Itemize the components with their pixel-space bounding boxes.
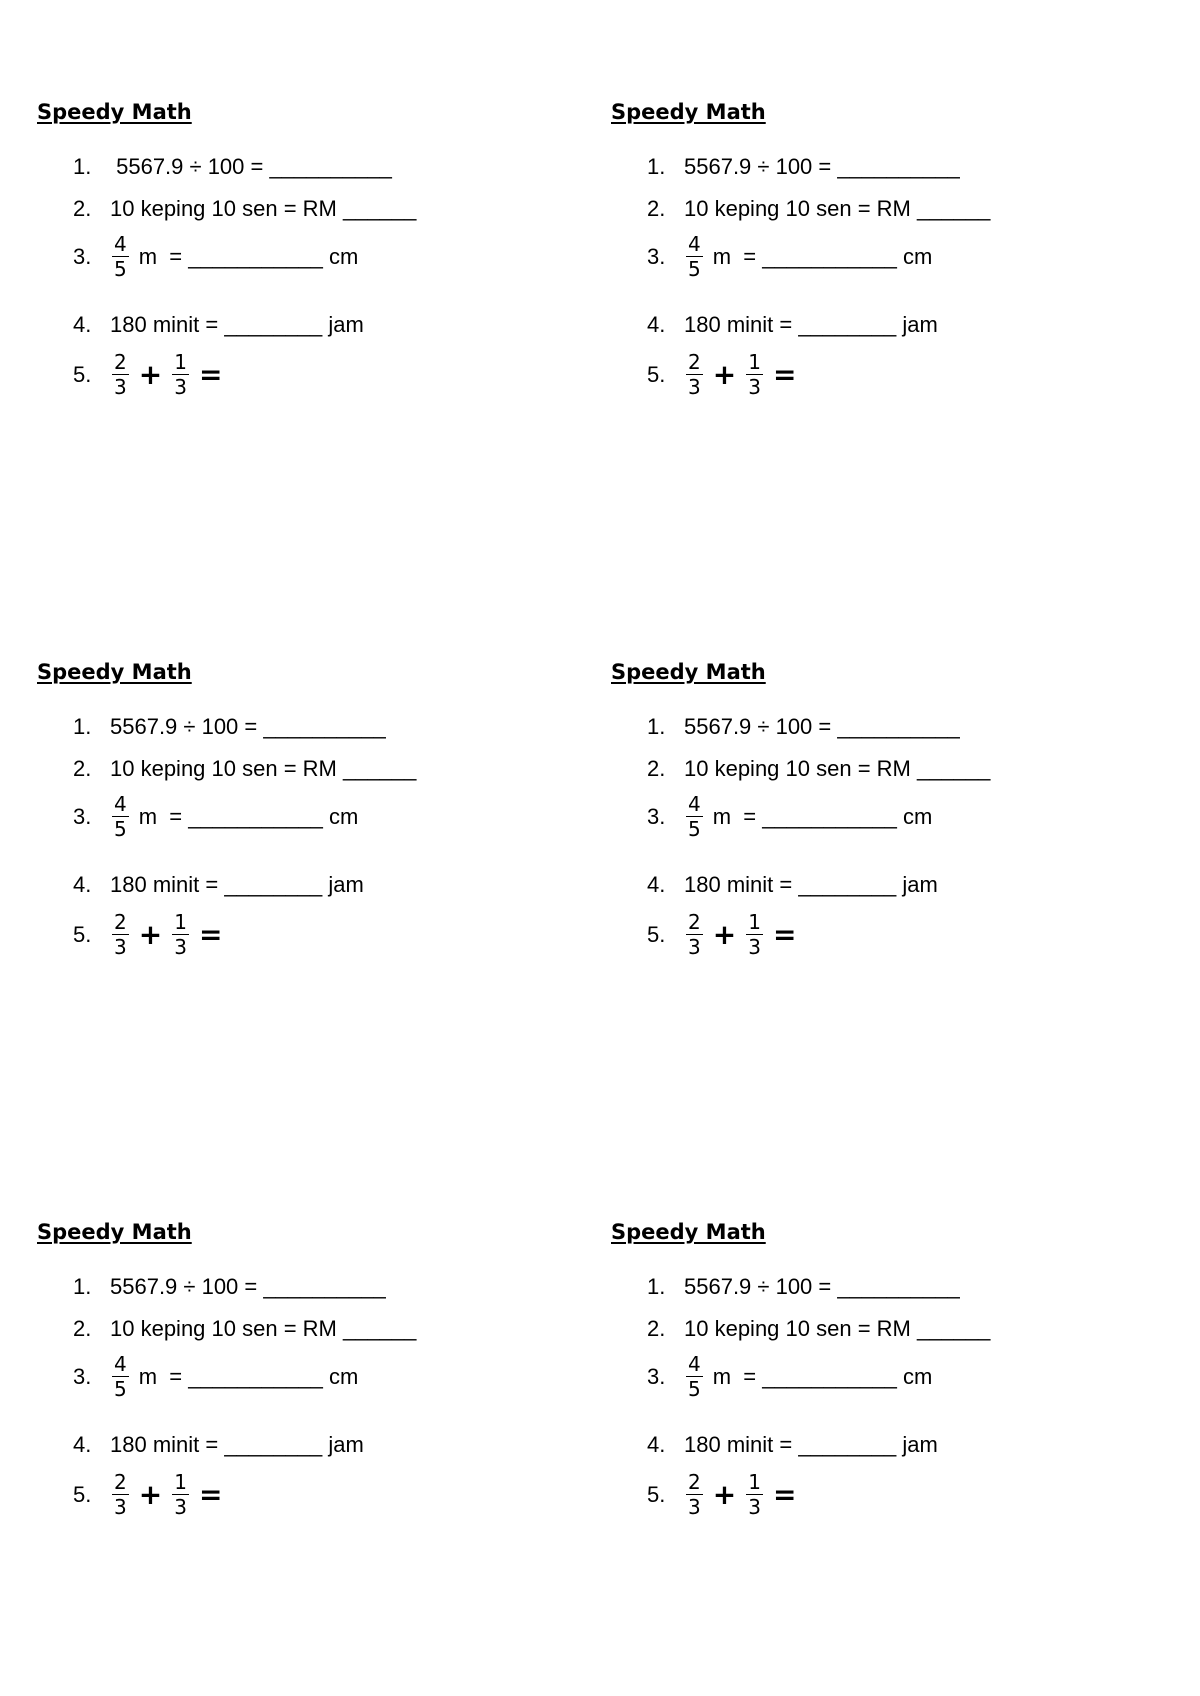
fraction-denominator: 3 bbox=[174, 1495, 187, 1519]
question-text: 5567.9 ÷ 100 = __________ bbox=[684, 714, 960, 739]
question-number: 5. bbox=[73, 1481, 92, 1507]
question-number: 4. bbox=[647, 312, 666, 337]
fraction-denominator: 3 bbox=[114, 375, 127, 399]
question-text: 180 minit = ________ jam bbox=[684, 1432, 938, 1457]
fraction bbox=[686, 1472, 703, 1517]
fraction-numerator: 4 bbox=[688, 1352, 701, 1376]
fraction-numerator: 2 bbox=[114, 910, 127, 934]
question-4 bbox=[647, 1432, 938, 1458]
fraction-numerator: 4 bbox=[114, 232, 127, 256]
fraction-numerator: 2 bbox=[114, 1470, 127, 1494]
worksheet-card-3 bbox=[37, 660, 517, 1020]
question-text: 10 keping 10 sen = RM ______ bbox=[684, 196, 991, 221]
fraction-denominator: 5 bbox=[688, 1377, 701, 1401]
fraction-numerator: 4 bbox=[688, 792, 701, 816]
question-number: 1. bbox=[647, 714, 666, 739]
fraction-numerator: 2 bbox=[688, 1470, 701, 1494]
question-text: 10 keping 10 sen = RM ______ bbox=[110, 756, 417, 781]
fraction bbox=[112, 234, 129, 279]
fraction-numerator: 2 bbox=[114, 350, 127, 374]
fraction bbox=[112, 794, 129, 839]
fraction-denominator: 5 bbox=[114, 1377, 127, 1401]
equals-sign: = bbox=[198, 357, 223, 391]
question-number: 1. bbox=[647, 154, 666, 179]
fraction-denominator: 5 bbox=[688, 817, 701, 841]
question-text: 5567.9 ÷ 100 = __________ bbox=[684, 1274, 960, 1299]
fraction bbox=[112, 352, 129, 397]
equals-sign: = bbox=[772, 1477, 797, 1511]
card-title: Speedy Math bbox=[37, 100, 192, 124]
question-2 bbox=[73, 1316, 416, 1342]
fraction bbox=[112, 1354, 129, 1399]
question-3 bbox=[73, 1354, 358, 1399]
worksheet-card-2 bbox=[611, 100, 1091, 460]
question-text: 180 minit = ________ jam bbox=[110, 1432, 364, 1457]
fraction bbox=[686, 794, 703, 839]
fraction bbox=[746, 1472, 763, 1517]
worksheet-card-1 bbox=[37, 100, 517, 460]
fraction bbox=[172, 912, 189, 957]
question-1 bbox=[647, 1274, 960, 1300]
question-number: 4. bbox=[73, 312, 92, 337]
question-text: m = ___________ cm bbox=[712, 243, 933, 269]
card-title: Speedy Math bbox=[611, 1220, 766, 1244]
fraction-numerator: 1 bbox=[174, 910, 187, 934]
fraction-numerator: 4 bbox=[114, 792, 127, 816]
question-text: 5567.9 ÷ 100 = __________ bbox=[110, 154, 392, 179]
question-text: 10 keping 10 sen = RM ______ bbox=[684, 756, 991, 781]
question-3 bbox=[73, 234, 358, 279]
question-1 bbox=[73, 1274, 386, 1300]
fraction-denominator: 3 bbox=[688, 375, 701, 399]
card-title: Speedy Math bbox=[611, 100, 766, 124]
fraction bbox=[686, 234, 703, 279]
fraction bbox=[112, 912, 129, 957]
fraction bbox=[172, 352, 189, 397]
fraction-numerator: 1 bbox=[748, 910, 761, 934]
question-number: 3. bbox=[73, 803, 92, 829]
fraction-numerator: 4 bbox=[114, 1352, 127, 1376]
question-4 bbox=[73, 312, 364, 338]
question-text: 180 minit = ________ jam bbox=[684, 312, 938, 337]
question-number: 3. bbox=[73, 1363, 92, 1389]
question-2 bbox=[73, 196, 416, 222]
question-text: m = ___________ cm bbox=[138, 1363, 359, 1389]
question-text: m = ___________ cm bbox=[138, 243, 359, 269]
question-number: 5. bbox=[73, 921, 92, 947]
question-5 bbox=[73, 1472, 230, 1517]
worksheet-card-4 bbox=[611, 660, 1091, 1020]
fraction bbox=[686, 1354, 703, 1399]
question-3 bbox=[647, 794, 932, 839]
question-number: 1. bbox=[647, 1274, 666, 1299]
fraction-numerator: 1 bbox=[748, 1470, 761, 1494]
question-4 bbox=[647, 872, 938, 898]
question-4 bbox=[73, 1432, 364, 1458]
question-number: 5. bbox=[647, 361, 666, 387]
question-number: 2. bbox=[73, 756, 92, 781]
worksheet-card-5 bbox=[37, 1220, 517, 1580]
plus-sign: + bbox=[138, 357, 163, 391]
card-title: Speedy Math bbox=[611, 660, 766, 684]
question-text: m = ___________ cm bbox=[138, 803, 359, 829]
question-3 bbox=[647, 234, 932, 279]
question-5 bbox=[73, 912, 230, 957]
question-text: 5567.9 ÷ 100 = __________ bbox=[110, 1274, 386, 1299]
question-3 bbox=[647, 1354, 932, 1399]
fraction-denominator: 5 bbox=[114, 817, 127, 841]
plus-sign: + bbox=[712, 357, 737, 391]
question-number: 4. bbox=[647, 1432, 666, 1457]
question-text: 10 keping 10 sen = RM ______ bbox=[684, 1316, 991, 1341]
question-1 bbox=[73, 714, 386, 740]
fraction-denominator: 3 bbox=[748, 1495, 761, 1519]
fraction-denominator: 3 bbox=[174, 935, 187, 959]
plus-sign: + bbox=[712, 1477, 737, 1511]
fraction bbox=[112, 1472, 129, 1517]
question-number: 3. bbox=[647, 1363, 666, 1389]
question-1 bbox=[73, 154, 392, 180]
worksheet-card-6 bbox=[611, 1220, 1091, 1580]
question-number: 1. bbox=[73, 714, 92, 739]
question-2 bbox=[73, 756, 416, 782]
question-text: 5567.9 ÷ 100 = __________ bbox=[684, 154, 960, 179]
question-text: 10 keping 10 sen = RM ______ bbox=[110, 196, 417, 221]
fraction-numerator: 1 bbox=[174, 350, 187, 374]
question-number: 3. bbox=[647, 803, 666, 829]
fraction-denominator: 3 bbox=[114, 935, 127, 959]
question-text: 180 minit = ________ jam bbox=[110, 872, 364, 897]
question-text: 10 keping 10 sen = RM ______ bbox=[110, 1316, 417, 1341]
fraction-numerator: 1 bbox=[174, 1470, 187, 1494]
fraction-denominator: 3 bbox=[748, 935, 761, 959]
question-number: 5. bbox=[647, 921, 666, 947]
question-text: m = ___________ cm bbox=[712, 803, 933, 829]
fraction-denominator: 3 bbox=[688, 935, 701, 959]
fraction-denominator: 3 bbox=[174, 375, 187, 399]
question-number: 2. bbox=[647, 196, 666, 221]
fraction-denominator: 3 bbox=[688, 1495, 701, 1519]
question-number: 1. bbox=[73, 1274, 92, 1299]
equals-sign: = bbox=[198, 1477, 223, 1511]
card-title: Speedy Math bbox=[37, 660, 192, 684]
question-1 bbox=[647, 154, 960, 180]
question-number: 2. bbox=[647, 756, 666, 781]
question-5 bbox=[647, 912, 804, 957]
fraction-denominator: 3 bbox=[114, 1495, 127, 1519]
question-2 bbox=[647, 1316, 990, 1342]
question-number: 2. bbox=[73, 196, 92, 221]
question-4 bbox=[73, 872, 364, 898]
question-number: 4. bbox=[73, 1432, 92, 1457]
question-text: 180 minit = ________ jam bbox=[684, 872, 938, 897]
question-3 bbox=[73, 794, 358, 839]
question-text: m = ___________ cm bbox=[712, 1363, 933, 1389]
equals-sign: = bbox=[772, 357, 797, 391]
question-number: 3. bbox=[73, 243, 92, 269]
plus-sign: + bbox=[138, 917, 163, 951]
question-number: 4. bbox=[647, 872, 666, 897]
question-1 bbox=[647, 714, 960, 740]
card-title: Speedy Math bbox=[37, 1220, 192, 1244]
fraction bbox=[746, 352, 763, 397]
question-number: 3. bbox=[647, 243, 666, 269]
question-number: 2. bbox=[647, 1316, 666, 1341]
question-number: 2. bbox=[73, 1316, 92, 1341]
question-5 bbox=[647, 352, 804, 397]
fraction bbox=[686, 912, 703, 957]
plus-sign: + bbox=[712, 917, 737, 951]
fraction-denominator: 5 bbox=[688, 257, 701, 281]
question-5 bbox=[73, 352, 230, 397]
question-2 bbox=[647, 196, 990, 222]
fraction bbox=[172, 1472, 189, 1517]
question-number: 5. bbox=[73, 361, 92, 387]
question-number: 1. bbox=[73, 154, 92, 179]
question-5 bbox=[647, 1472, 804, 1517]
question-2 bbox=[647, 756, 990, 782]
fraction-denominator: 3 bbox=[748, 375, 761, 399]
equals-sign: = bbox=[772, 917, 797, 951]
fraction-denominator: 5 bbox=[114, 257, 127, 281]
fraction-numerator: 1 bbox=[748, 350, 761, 374]
equals-sign: = bbox=[198, 917, 223, 951]
fraction-numerator: 4 bbox=[688, 232, 701, 256]
question-number: 4. bbox=[73, 872, 92, 897]
fraction-numerator: 2 bbox=[688, 910, 701, 934]
question-text: 5567.9 ÷ 100 = __________ bbox=[110, 714, 386, 739]
question-number: 5. bbox=[647, 1481, 666, 1507]
plus-sign: + bbox=[138, 1477, 163, 1511]
question-text: 180 minit = ________ jam bbox=[110, 312, 364, 337]
fraction-numerator: 2 bbox=[688, 350, 701, 374]
fraction bbox=[746, 912, 763, 957]
question-4 bbox=[647, 312, 938, 338]
fraction bbox=[686, 352, 703, 397]
